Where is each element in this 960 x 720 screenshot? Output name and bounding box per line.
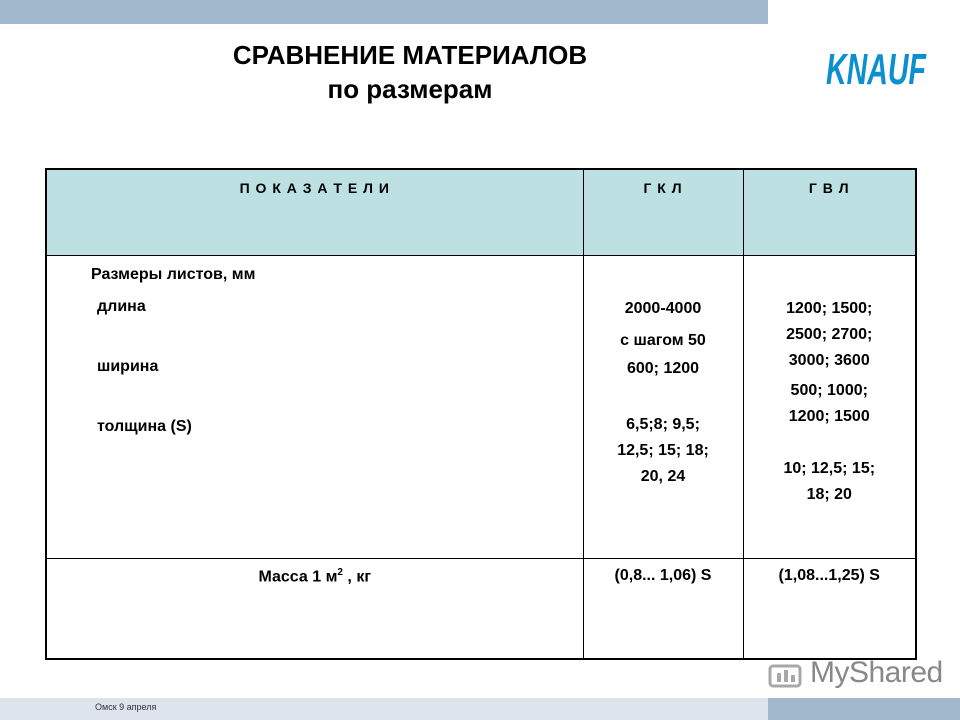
- watermark-icon: [768, 658, 808, 692]
- gkl-sizes-cell: [583, 256, 743, 559]
- table-header-row: [46, 169, 916, 256]
- header-indicators: П О К А З А Т Е Л И: [46, 169, 583, 256]
- mass-label-sup: 2: [337, 567, 343, 578]
- gvl-thickness-2: 18; 20: [806, 486, 852, 503]
- header-gkl: Г К Л: [583, 169, 743, 256]
- knauf-logo: [822, 30, 930, 104]
- mass-label-cell: [46, 559, 583, 660]
- footer-date: Омск 9 апреля: [95, 702, 157, 712]
- sizes-label-cell: [46, 256, 583, 559]
- gkl-width: 600; 1200: [626, 360, 700, 377]
- gvl-length-3: 3000; 3600: [788, 352, 870, 369]
- title-line-2: по размерам: [327, 74, 493, 104]
- gvl-width-1: 500; 1000;: [790, 382, 868, 399]
- comparison-table: [45, 168, 917, 660]
- gvl-sizes-cell: [743, 256, 916, 559]
- gkl-mass: (0,8... 1,06) S: [583, 559, 743, 660]
- mass-label-unit: , кг: [342, 568, 371, 586]
- sizes-label: Размеры листов, мм: [91, 266, 256, 283]
- width-label: ширина: [97, 358, 159, 375]
- top-accent-bar: [0, 0, 768, 24]
- length-label: длина: [97, 298, 146, 315]
- gkl-thickness-2: 12,5; 15; 18;: [617, 442, 709, 459]
- table-row-mass: [46, 559, 916, 660]
- mass-label: Масса 1 м: [258, 568, 338, 586]
- header-gvl: Г В Л: [743, 169, 916, 256]
- gvl-length-2: 2500; 2700;: [786, 326, 873, 343]
- gvl-mass: (1,08...1,25) S: [743, 559, 916, 660]
- gkl-length-2: с шагом 50: [620, 332, 706, 349]
- gkl-thickness-3: 20, 24: [640, 468, 686, 485]
- slide-title: [90, 38, 730, 106]
- footer-accent: [768, 698, 960, 720]
- gkl-thickness-1: 6,5;8; 9,5;: [626, 416, 700, 433]
- gvl-width-2: 1200; 1500: [788, 408, 870, 425]
- thickness-label: толщина (S): [97, 418, 192, 435]
- svg-text:KNAUF: KNAUF: [826, 45, 927, 94]
- table-row-sizes: [46, 256, 916, 559]
- title-line-1: СРАВНЕНИЕ МАТЕРИАЛОВ: [232, 40, 588, 70]
- watermark-text: MyShared: [810, 656, 943, 689]
- gkl-length-1: 2000-4000: [624, 300, 702, 317]
- gvl-length-1: 1200; 1500;: [786, 300, 873, 317]
- gvl-thickness-1: 10; 12,5; 15;: [783, 460, 876, 477]
